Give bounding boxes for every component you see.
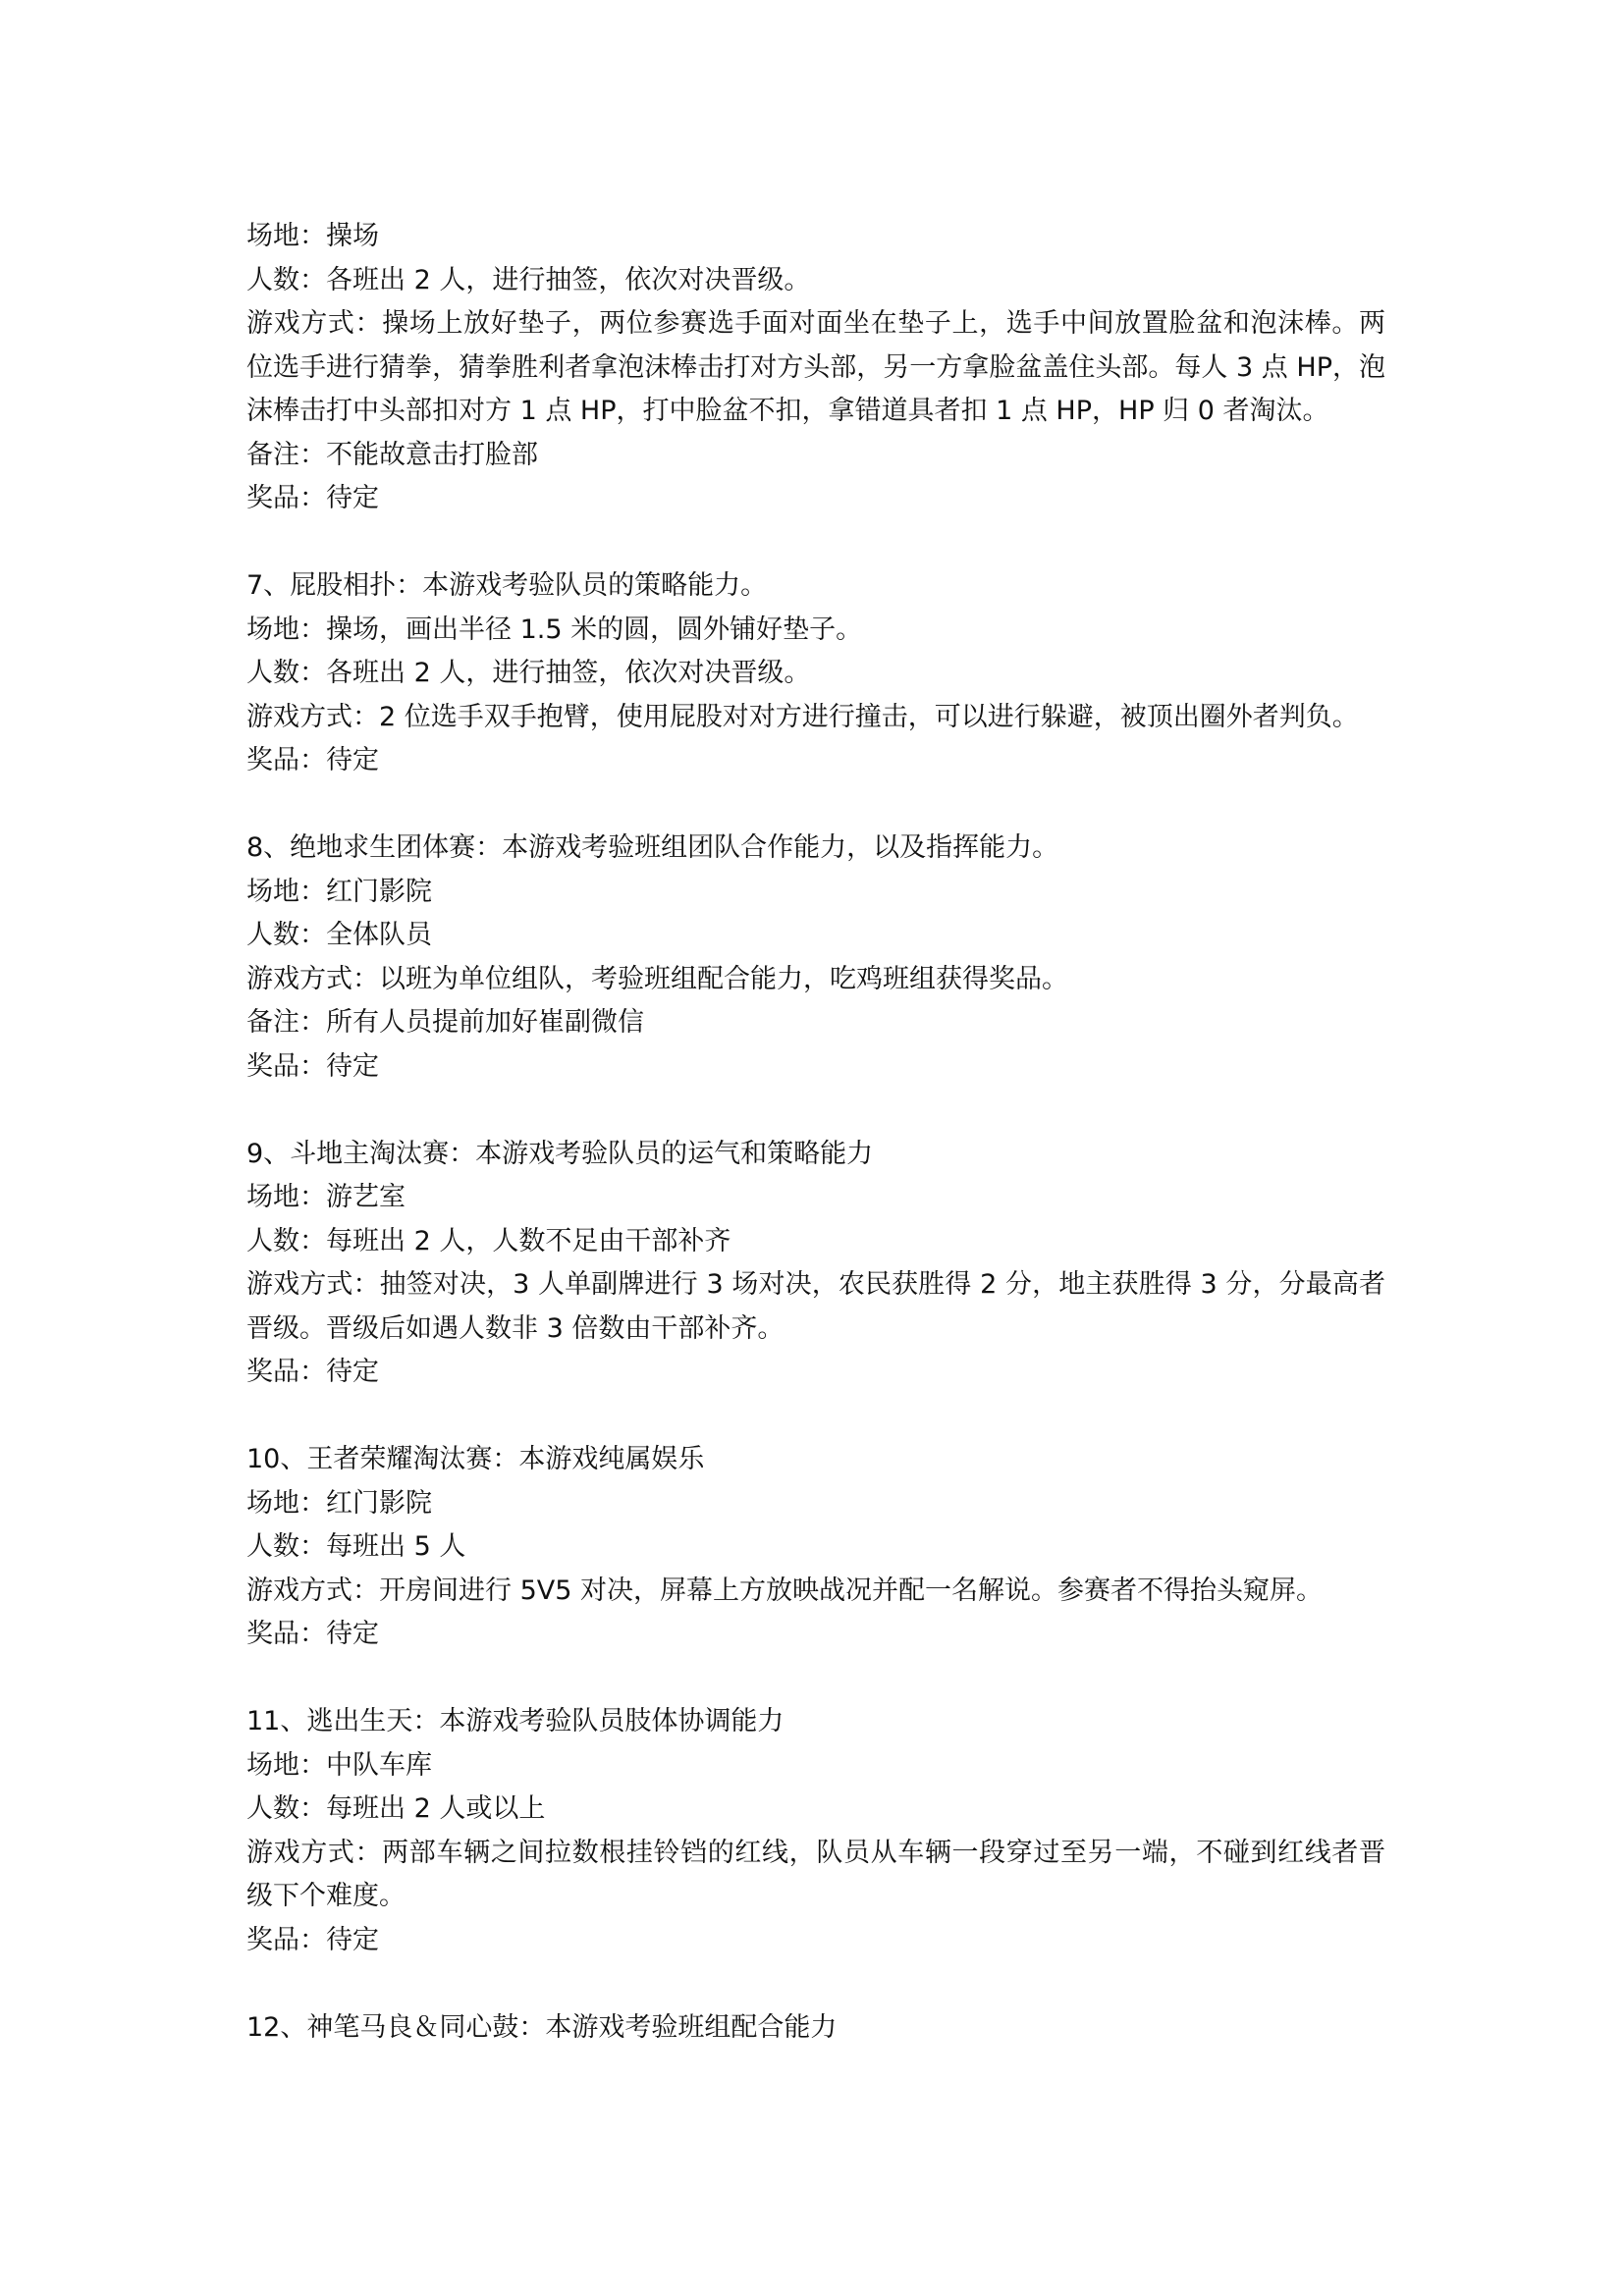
spacer — [246, 521, 1385, 565]
section10-rules: 游戏方式：开房间进行 5V5 对决，屏幕上方放映战况并配一名解说。参赛者不得抬头窥屏。 — [246, 1575, 1323, 1606]
spacer — [246, 1395, 1385, 1439]
section9-rules: 游戏方式：抽签对决，3 人单副牌进行 3 场对决，农民获胜得 2 分，地主获胜得 3 分，分最高者晋级。晋级后如遇人数非 3 倍数由干部补齐。 — [246, 1269, 1385, 1344]
section7-rules: 游戏方式：2 位选手双手抱臂，使用屁股对对方进行撞击，可以进行躲避，被顶出圈外者判负。 — [246, 701, 1359, 732]
section9-title: 9、斗地主淘汰赛：本游戏考验队员的运气和策略能力 — [246, 1138, 874, 1169]
section9-venue: 场地：游艺室 — [246, 1182, 406, 1212]
section10-prize: 奖品：待定 — [246, 1619, 379, 1649]
document-page — [246, 215, 1385, 2050]
section8-venue: 场地：红门影院 — [246, 876, 432, 907]
spacer — [246, 1089, 1385, 1133]
section8-players: 人数：全体队员 — [246, 920, 432, 950]
section9-players: 人数：每班出 2 人，人数不足由干部补齐 — [246, 1225, 731, 1256]
section6-prize: 奖品：待定 — [246, 483, 379, 513]
spacer — [246, 783, 1385, 828]
section8-rules: 游戏方式：以班为单位组队，考验班组配合能力，吃鸡班组获得奖品。 — [246, 963, 1068, 994]
section10-players: 人数：每班出 5 人 — [246, 1531, 466, 1562]
section7-players: 人数：各班出 2 人，进行抽签，依次对决晋级。 — [246, 658, 811, 688]
section8-title: 8、绝地求生团体赛：本游戏考验班组团队合作能力，以及指挥能力。 — [246, 832, 1059, 863]
section6-players: 人数：各班出 2 人，进行抽签，依次对决晋级。 — [246, 264, 811, 295]
section10-title: 10、王者荣耀淘汰赛：本游戏纯属娱乐 — [246, 1444, 705, 1474]
section11-players: 人数：每班出 2 人或以上 — [246, 1793, 546, 1824]
section11-rules: 游戏方式：两部车辆之间拉数根挂铃铛的红线，队员从车辆一段穿过至另一端，不碰到红线者晋级下个难度。 — [246, 1837, 1385, 1911]
section11-venue: 场地：中队车库 — [246, 1749, 432, 1781]
section6-rules: 游戏方式：操场上放好垫子，两位参赛选手面对面坐在垫子上，选手中间放置脸盆和泡沫棒。两位选手进行猜拳，猜拳胜利者拿泡沫棒击打对方头部，另一方拿脸盆盖住头部。每人 3 点 HP，泡沫棒击打中头部扣对方 1 点 HP，打中脸盆不扣，拿错道具者扣 1 点 HP，HP 归 0 者淘汰。 — [246, 308, 1385, 426]
section6-note: 备注：不能故意击打脸部 — [246, 439, 538, 470]
section11-prize: 奖品：待定 — [246, 1924, 379, 1955]
section7-venue: 场地：操场，画出半径 1.5 米的圆，圆外铺好垫子。 — [246, 614, 863, 645]
section12-title: 12、神笔马良＆同心鼓：本游戏考验班组配合能力 — [246, 2011, 838, 2043]
section7-prize: 奖品：待定 — [246, 745, 379, 775]
section9-prize: 奖品：待定 — [246, 1357, 379, 1387]
section11-title: 11、逃出生天：本游戏考验队员肢体协调能力 — [246, 1706, 785, 1736]
section7-title: 7、屁股相扑：本游戏考验队员的策略能力。 — [246, 570, 768, 601]
spacer — [246, 1962, 1385, 2006]
spacer — [246, 1657, 1385, 1701]
section8-prize: 奖品：待定 — [246, 1050, 379, 1082]
section10-venue: 场地：红门影院 — [246, 1487, 432, 1519]
section8-note: 备注：所有人员提前加好崔副微信 — [246, 1007, 644, 1038]
section6-venue: 场地：操场 — [246, 221, 379, 251]
